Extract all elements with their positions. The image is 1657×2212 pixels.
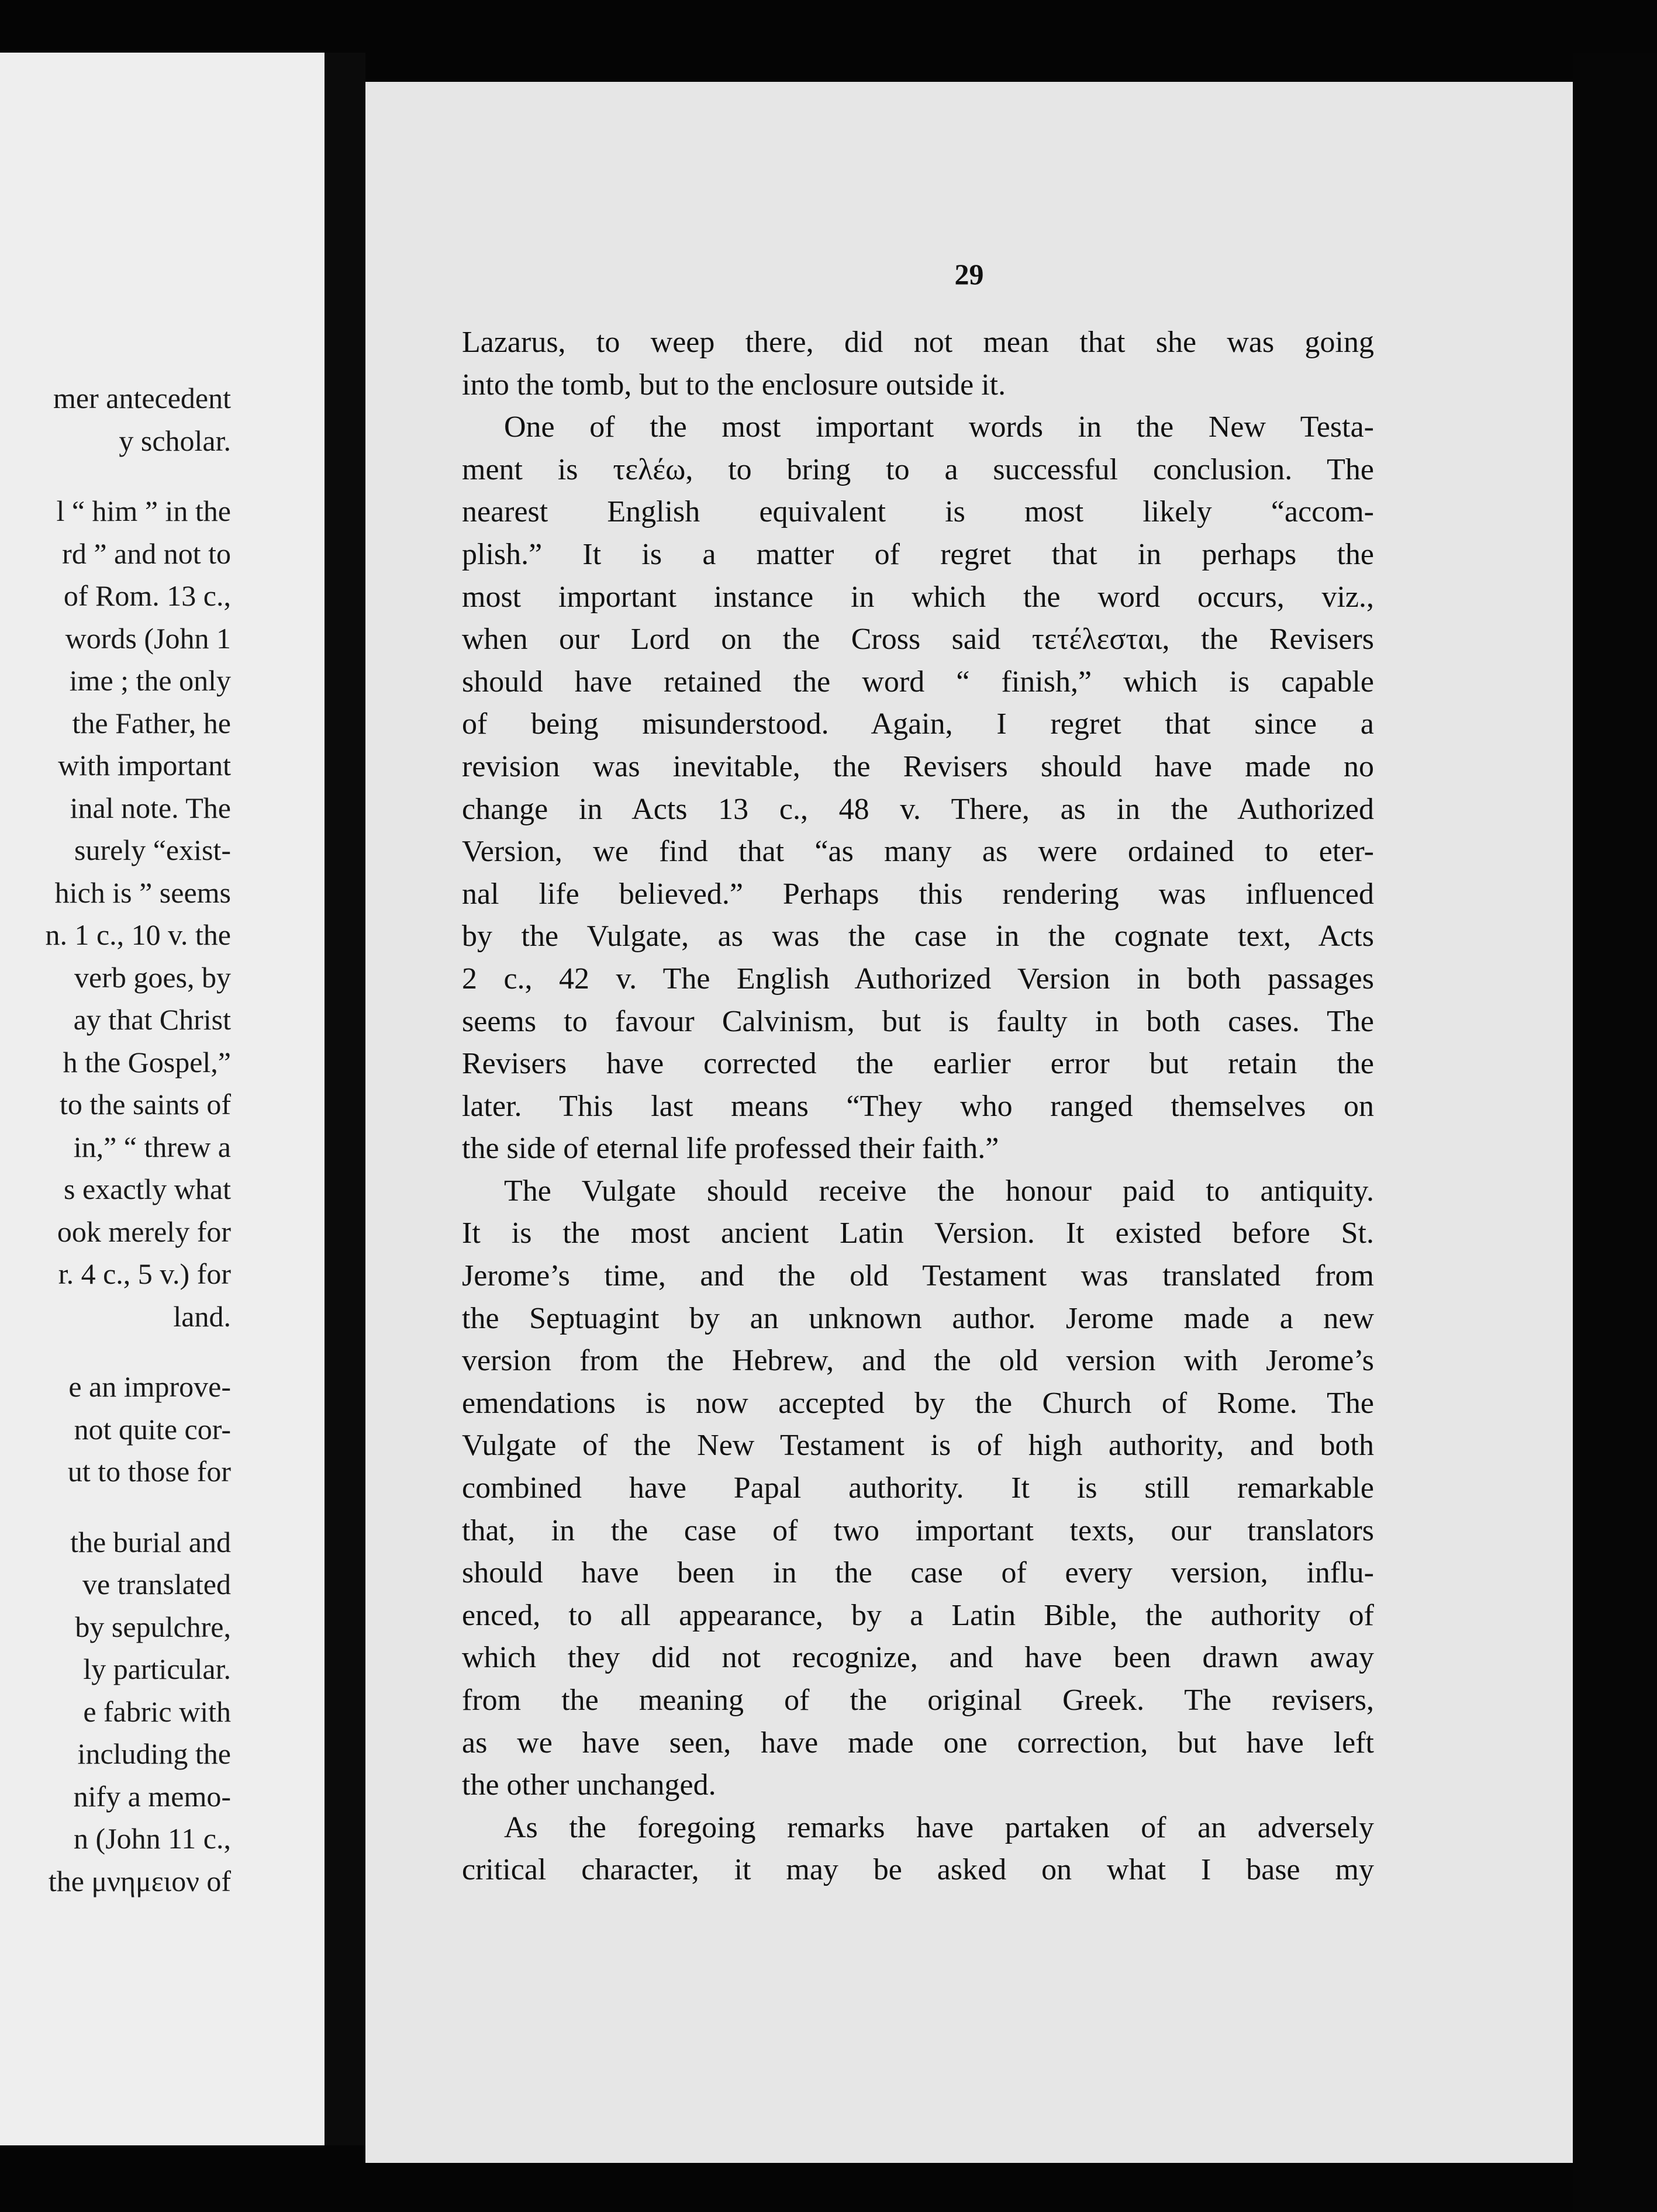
facing-page-line: including the	[77, 1737, 231, 1770]
facing-page-line: l “ him ” in the	[56, 495, 231, 527]
text-line: It is the most ancient Latin Version. It existed before St.	[462, 1216, 1374, 1250]
facing-page-line	[45, 1337, 231, 1366]
text-line: seems to favour Calvinism, but is faulty in both cases. The	[462, 1004, 1374, 1038]
text-line: One of the most important words in the New Testa-	[504, 410, 1374, 444]
book-gutter	[325, 53, 365, 2145]
text-line: Lazarus, to weep there, did not mean that she was going	[462, 326, 1374, 359]
facing-page-line: n. 1 c., 10 v. the	[45, 918, 231, 951]
facing-page-line: ly particular.	[83, 1653, 231, 1685]
text-line: as we have seen, have made one correction, but have left	[462, 1726, 1374, 1760]
facing-page-line	[45, 462, 231, 490]
text-line: should have been in the case of every version, influ-	[462, 1556, 1374, 1590]
text-line: which they did not recognize, and have been drawn away	[462, 1641, 1374, 1675]
facing-page-line: the Father, he	[72, 706, 231, 739]
facing-page-line: words (John 1	[65, 621, 231, 655]
facing-page-line: e an improve-	[68, 1370, 231, 1403]
facing-page-line: ime ; the only	[69, 664, 231, 697]
scan-border	[1573, 53, 1657, 2212]
facing-page-line: rd ” and not to	[62, 537, 231, 570]
text-line: The Vulgate should receive the honour paid to antiquity.	[504, 1174, 1374, 1208]
facing-page-line: hich is ” seems	[54, 876, 231, 909]
facing-page-line: the μνημειον of	[48, 1864, 231, 1898]
text-line: change in Acts 13 c., 48 v. There, as in the Authorized	[462, 792, 1374, 826]
text-line: later. This last means “They who ranged themselves on	[462, 1089, 1374, 1123]
body-text	[462, 322, 1374, 1892]
facing-page-line: ve translated	[82, 1568, 231, 1601]
facing-page-line: nify a memo-	[73, 1779, 231, 1813]
facing-page-line: h the Gospel,”	[63, 1045, 231, 1079]
text-line: Revisers have corrected the earlier error but retain the	[462, 1047, 1374, 1081]
text-line: combined have Papal authority. It is still remarkable	[462, 1471, 1374, 1505]
facing-page-line: verb goes, by	[74, 960, 231, 994]
facing-page-line: in,” “ threw a	[73, 1130, 231, 1163]
facing-page-line: land.	[173, 1299, 231, 1333]
text-line: plish.” It is a matter of regret that in perhaps the	[462, 537, 1374, 571]
facing-page-left	[0, 53, 325, 2145]
facing-page-line: ut to those for	[67, 1455, 231, 1488]
text-line: most important instance in which the word occurs, viz.,	[462, 580, 1374, 614]
facing-page-line: not quite cor-	[74, 1412, 231, 1446]
facing-page-text	[45, 377, 231, 1902]
text-line: into the tomb, but to the enclosure outside it.	[462, 368, 1006, 402]
text-line: nal life believed.” Perhaps this rendering was influenced	[462, 877, 1374, 911]
text-line: when our Lord on the Cross said τετέλεσται, the Revisers	[462, 623, 1374, 656]
text-line: the Septuagint by an unknown author. Jerome made a new	[462, 1301, 1374, 1335]
text-line: critical character, it may be asked on what I base my	[462, 1853, 1374, 1887]
text-line: 2 c., 42 v. The English Authorized Version in both passages	[462, 962, 1374, 996]
facing-page-line: ay that Christ	[73, 1003, 231, 1036]
facing-page-line: y scholar.	[119, 424, 231, 457]
text-line: Vulgate of the New Testament is of high authority, and both	[462, 1429, 1374, 1463]
facing-page-line: mer antecedent	[53, 382, 231, 414]
text-line: that, in the case of two important texts, our translators	[462, 1513, 1374, 1547]
facing-page-line: to the saints of	[59, 1088, 231, 1121]
text-line: of being misunderstood. Again, I regret that since a	[462, 707, 1374, 741]
text-line: As the foregoing remarks have partaken of an adversely	[504, 1810, 1374, 1844]
text-line: Version, we find that “as many as were ordained to eter-	[462, 835, 1374, 869]
text-line: by the Vulgate, as was the case in the cognate text, Acts	[462, 920, 1374, 953]
facing-page-line: with important	[58, 749, 231, 782]
facing-page-line: r. 4 c., 5 v.) for	[58, 1257, 231, 1290]
facing-page-line: e fabric with	[83, 1695, 231, 1728]
facing-page-line	[45, 1493, 231, 1521]
text-line: enced, to all appearance, by a Latin Bible, the authority of	[462, 1598, 1374, 1632]
text-line: Jerome’s time, and the old Testament was translated from	[462, 1259, 1374, 1293]
text-line: nearest English equivalent is most likely “accom-	[462, 495, 1374, 529]
facing-page-line: inal note. The	[70, 791, 231, 824]
page-number: 29	[954, 258, 984, 291]
text-line: the other unchanged.	[462, 1768, 716, 1802]
facing-page-line: n (John 11 c.,	[74, 1822, 231, 1855]
facing-page-line: s exactly what	[63, 1173, 231, 1205]
text-line: emendations is now accepted by the Church of Rome. The	[462, 1386, 1374, 1420]
page-29	[365, 82, 1573, 2163]
facing-page-line: the burial and	[70, 1525, 231, 1558]
text-line: revision was inevitable, the Revisers should have made no	[462, 749, 1374, 783]
text-line: from the meaning of the original Greek. The revisers,	[462, 1684, 1374, 1717]
facing-page-line: of Rom. 13 c.,	[63, 579, 231, 612]
text-line: version from the Hebrew, and the old version with Jerome’s	[462, 1344, 1374, 1378]
facing-page-line: ook merely for	[57, 1215, 231, 1248]
text-line: the side of eternal life professed their faith.”	[462, 1132, 999, 1166]
text-line: should have retained the word “ finish,” which is capable	[462, 665, 1374, 699]
text-line: ment is τελέω, to bring to a successful conclusion. The	[462, 452, 1374, 486]
facing-page-line: surely “exist-	[74, 834, 231, 866]
facing-page-line: by sepulchre,	[75, 1610, 231, 1643]
